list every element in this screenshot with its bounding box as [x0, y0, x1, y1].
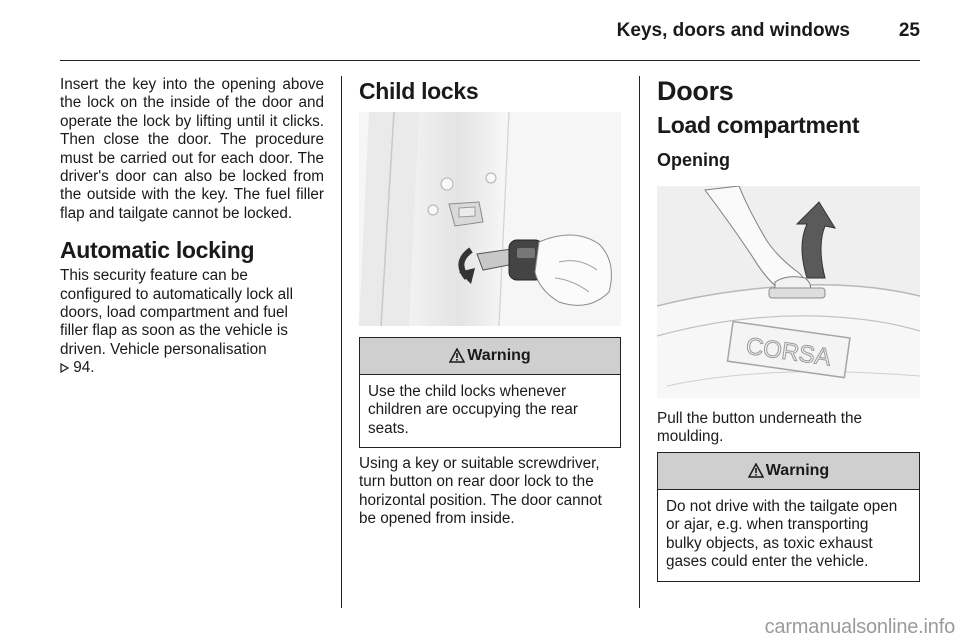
page-number: 25	[898, 20, 920, 41]
warning-body	[658, 490, 919, 581]
child-locks-warning-box	[359, 337, 621, 448]
warning-line: Use the child locks whenever	[368, 383, 567, 400]
watermark: carmanualsonline.info	[764, 616, 955, 638]
child-lock-illustration	[359, 112, 621, 326]
warning-line: Do not drive with the tailgate open	[666, 498, 898, 515]
warning-line: children are occupying the rear	[368, 401, 579, 419]
automatic-locking-line: filler flap as soon as the vehicle is	[60, 322, 288, 340]
right-column	[657, 76, 920, 171]
child-locks-paragraph: Using a key or suitable screwdriver, turn button on rear door lock to the horizontal position. The door cannot be opened from inside.	[359, 455, 602, 528]
warning-header	[360, 338, 620, 375]
warning-line: bulky objects, as toxic exhaust	[666, 534, 873, 552]
automatic-locking-line: driven. Vehicle personalisation	[60, 340, 267, 358]
warning-line: or ajar, e.g. when transporting	[666, 516, 869, 534]
header-divider	[60, 60, 920, 61]
door-lock-paragraph: Insert the key into the opening above the lock on the inside of the door and operate the lock by lifting until it clicks. Then close the door. The procedure must be carried out for each door. The driver's door can also be locked from the outside with the key. The fuel filler flap and tailgate cannot be locked.	[60, 76, 324, 222]
warning-body	[360, 375, 620, 447]
automatic-locking-heading: Automatic locking	[60, 237, 255, 264]
opening-line: Pull the button underneath the	[657, 410, 862, 427]
doors-heading: Doors	[657, 76, 734, 106]
page-reference[interactable]	[60, 359, 324, 377]
tailgate-illustration	[657, 186, 920, 398]
warning-triangle-icon	[449, 346, 465, 367]
warning-title: Warning	[765, 462, 830, 479]
opening-heading: Opening	[657, 150, 730, 170]
middle-column	[359, 76, 621, 105]
automatic-locking-line: doors, load compartment and fuel	[60, 304, 288, 322]
reference-page: 94.	[73, 359, 95, 377]
warning-line: seats.	[368, 419, 409, 437]
automatic-locking-paragraph	[60, 267, 324, 377]
child-locks-heading: Child locks	[359, 78, 479, 104]
opening-line: moulding.	[657, 428, 724, 446]
opening-paragraph	[657, 410, 920, 447]
load-compartment-heading: Load compartment	[657, 112, 860, 138]
warning-triangle-icon	[748, 461, 764, 482]
column-divider-right	[639, 76, 640, 608]
column-divider-left	[341, 76, 342, 608]
left-column	[60, 76, 324, 378]
warning-line: gases could enter the vehicle.	[666, 553, 869, 571]
automatic-locking-line: configured to automatically lock all	[60, 285, 293, 303]
warning-title: Warning	[467, 347, 531, 364]
page-header-title: Keys, doors and windows	[616, 20, 850, 41]
tailgate-warning-box	[657, 452, 920, 582]
automatic-locking-line: This security feature can be	[60, 267, 248, 285]
reference-arrow-icon	[60, 360, 69, 370]
license-plate-text: CORSA	[744, 332, 833, 372]
warning-header	[658, 453, 919, 490]
